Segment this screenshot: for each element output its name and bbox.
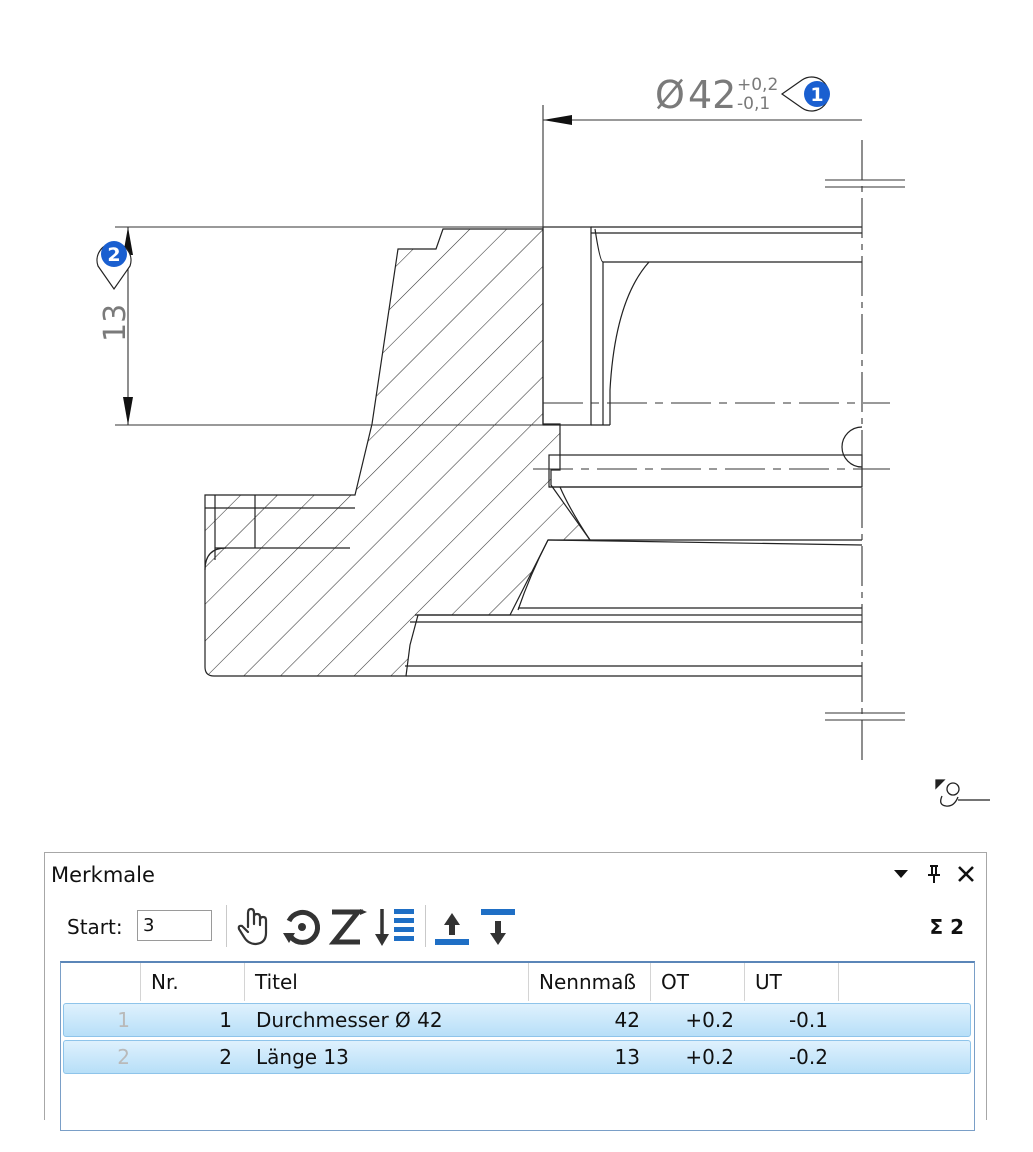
merkmale-table (60, 961, 975, 1131)
move-top-icon[interactable] (479, 905, 517, 949)
diameter-symbol: Ø (655, 73, 685, 117)
sort-icon[interactable] (373, 905, 419, 949)
dimension-1-tol-lower: -0,1 (737, 94, 771, 114)
z-order-icon[interactable] (328, 905, 368, 949)
cell-titel: Durchmesser Ø 42 (256, 1008, 443, 1032)
dimension-diameter-42[interactable] (655, 73, 778, 117)
count-sum: Σ 2 (929, 915, 964, 939)
header-nennmass[interactable]: Nennmaß (529, 963, 651, 1001)
header-index (61, 963, 141, 1001)
row-index: 2 (117, 1045, 130, 1069)
cell-nennmass: 13 (614, 1045, 640, 1069)
panel-title: Merkmale (51, 863, 155, 887)
cell-nr: 1 (219, 1008, 232, 1032)
toolbar-separator (425, 905, 426, 947)
header-ot[interactable]: OT (651, 963, 745, 1001)
cell-nennmass: 42 (614, 1008, 640, 1032)
cell-ut: -0.2 (788, 1045, 828, 1069)
close-icon[interactable] (953, 861, 979, 887)
header-nr[interactable]: Nr. (141, 963, 245, 1001)
cell-titel: Länge 13 (256, 1045, 349, 1069)
row-index: 1 (117, 1008, 130, 1032)
pin-icon[interactable] (921, 861, 947, 887)
cell-ut: -0.1 (788, 1008, 828, 1032)
table-header (61, 963, 974, 1001)
hand-icon[interactable] (235, 905, 275, 949)
dimension-1-value: 42 (688, 73, 737, 117)
cell-ot: +0.2 (685, 1045, 734, 1069)
start-input[interactable] (137, 910, 212, 941)
balloon-1[interactable] (782, 77, 830, 111)
table-row[interactable] (63, 1040, 971, 1074)
table-row[interactable] (63, 1003, 971, 1037)
start-label: Start: (67, 915, 123, 939)
renumber-icon[interactable] (281, 905, 323, 949)
cell-ot: +0.2 (685, 1008, 734, 1032)
cell-nr: 2 (219, 1045, 232, 1069)
balloon-1-label: 1 (810, 84, 824, 106)
move-up-icon[interactable] (433, 905, 471, 949)
dimension-1-tol-upper: +0,2 (737, 75, 779, 95)
balloon-2[interactable] (97, 241, 131, 289)
header-titel[interactable]: Titel (245, 963, 529, 1001)
balloon-2-label: 2 (107, 244, 121, 266)
dimension-2-value[interactable]: 13 (98, 303, 133, 342)
stamp-icon[interactable] (936, 780, 990, 806)
toolbar-separator (226, 905, 227, 947)
dropdown-icon[interactable] (888, 861, 914, 887)
header-ut[interactable]: UT (745, 963, 839, 1001)
merkmale-panel (44, 852, 987, 1120)
